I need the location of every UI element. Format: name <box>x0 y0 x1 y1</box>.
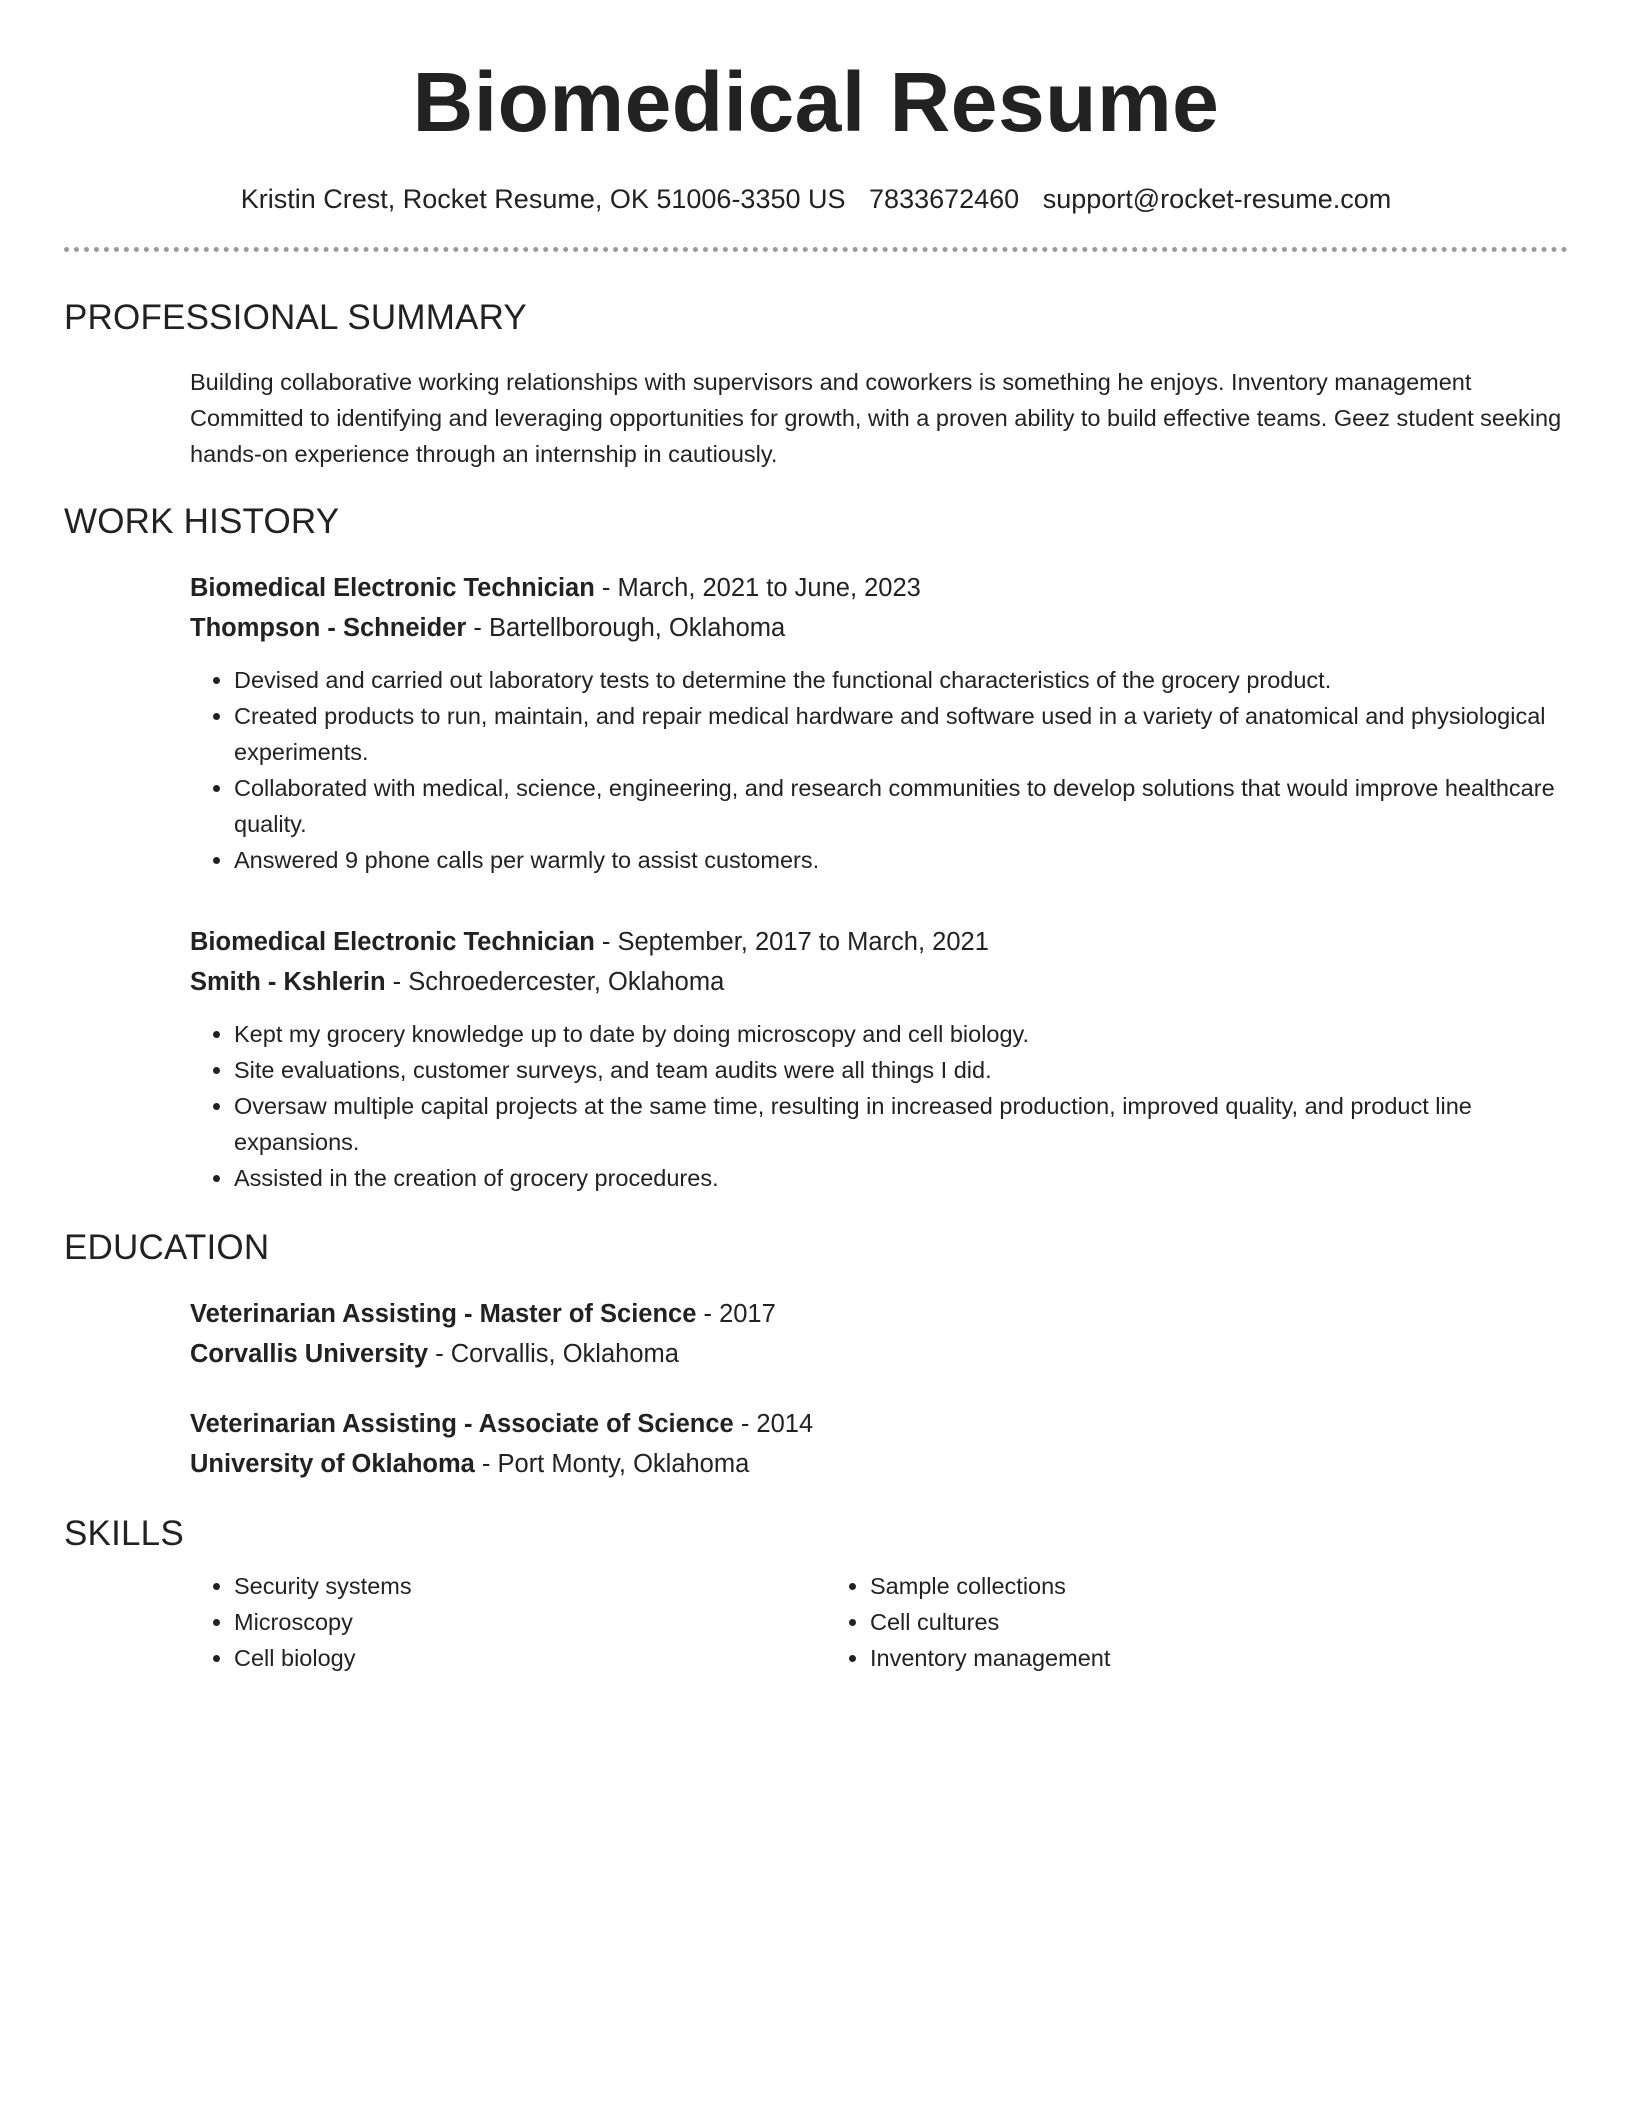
list-item: • Assisted in the creation of grocery procedures. <box>234 1160 1568 1196</box>
list-item: • Site evaluations, customer surveys, and team audits were all things I did. <box>234 1052 1568 1088</box>
job-company-line <box>190 608 1568 648</box>
degree-line <box>190 1294 1568 1334</box>
degree-line <box>190 1404 1568 1444</box>
job-location: - Schroedercester, Oklahoma <box>385 968 725 996</box>
school-location: - Corvallis, Oklahoma <box>428 1340 679 1368</box>
job-bullets <box>190 1016 1568 1196</box>
skills-grid <box>190 1568 1568 1676</box>
list-item: • Answered 9 phone calls per warmly to assist customers. <box>234 842 1568 878</box>
summary-heading: PROFESSIONAL SUMMARY <box>64 298 527 337</box>
education-heading: EDUCATION <box>64 1228 270 1267</box>
summary-text: Building collaborative working relationships with supervisors and coworkers is something he enjoys. Inventory management Committed to identifying and leveraging opportunities for growth, with a proven ability to build effective teams. Geez student seeking hands-on experience through an internship in cautiously. <box>190 369 1562 467</box>
job-title: Biomedical Electronic Technician <box>190 928 595 956</box>
summary-section <box>64 364 1568 472</box>
job-title: Biomedical Electronic Technician <box>190 574 595 602</box>
list-item: • Kept my grocery knowledge up to date by doing microscopy and cell biology. <box>234 1016 1568 1052</box>
education-entry <box>190 1404 1568 1484</box>
resume-title: Biomedical Resume <box>412 55 1220 149</box>
degree-year: - 2014 <box>733 1410 814 1438</box>
job-company: Thompson - Schneider <box>190 614 467 642</box>
skills-heading: SKILLS <box>64 1514 184 1553</box>
school: Corvallis University <box>190 1340 429 1368</box>
school-location: - Port Monty, Oklahoma <box>474 1450 750 1478</box>
list-item: • Security systems <box>234 1568 826 1604</box>
contact-line <box>64 184 1568 215</box>
list-item: • Cell cultures <box>870 1604 1462 1640</box>
school: University of Oklahoma <box>190 1450 475 1478</box>
list-item: • Microscopy <box>234 1604 826 1640</box>
list-item: • Oversaw multiple capital projects at the same time, resulting in increased production, improved quality, and product line expansions. <box>234 1088 1568 1160</box>
degree-year: - 2017 <box>696 1300 776 1328</box>
work-history-section <box>64 568 1568 1196</box>
list-item: • Created products to run, maintain, and repair medical hardware and software used in a variety of anatomical and physiological experiments. <box>234 698 1568 770</box>
skills-section <box>64 1568 1568 1676</box>
job-title-line <box>190 922 1568 962</box>
school-line <box>190 1444 1568 1484</box>
contact-address: Kristin Crest, Rocket Resume, OK 51006-3350 US <box>240 184 846 214</box>
list-item: • Collaborated with medical, science, engineering, and research communities to develop solutions that would improve healthcare quality. <box>234 770 1568 842</box>
list-item: • Sample collections <box>870 1568 1462 1604</box>
list-item: • Devised and carried out laboratory tests to determine the functional characteristics of the grocery product. <box>234 662 1568 698</box>
education-section <box>64 1294 1568 1484</box>
job-bullets <box>190 662 1568 878</box>
school-line <box>190 1334 1568 1374</box>
job-dates: - March, 2021 to June, 2023 <box>594 574 921 602</box>
work-history-heading: WORK HISTORY <box>64 502 340 541</box>
header-divider <box>64 247 1568 252</box>
list-item: • Inventory management <box>870 1640 1462 1676</box>
education-entry <box>190 1294 1568 1374</box>
list-item: • Cell biology <box>234 1640 826 1676</box>
contact-email: support@rocket-resume.com <box>1042 184 1392 214</box>
contact-phone: 7833672460 <box>869 184 1020 214</box>
job-location: - Bartellborough, Oklahoma <box>466 614 786 642</box>
degree: Veterinarian Assisting - Associate of Science <box>190 1410 734 1438</box>
job-dates: - September, 2017 to March, 2021 <box>594 928 989 956</box>
job-entry <box>190 922 1568 1196</box>
job-company-line <box>190 962 1568 1002</box>
job-company: Smith - Kshlerin <box>190 968 386 996</box>
degree: Veterinarian Assisting - Master of Science <box>190 1300 697 1328</box>
job-title-line <box>190 568 1568 608</box>
skills-column-right <box>826 1568 1462 1676</box>
skills-column-left <box>190 1568 826 1676</box>
job-entry <box>190 568 1568 878</box>
